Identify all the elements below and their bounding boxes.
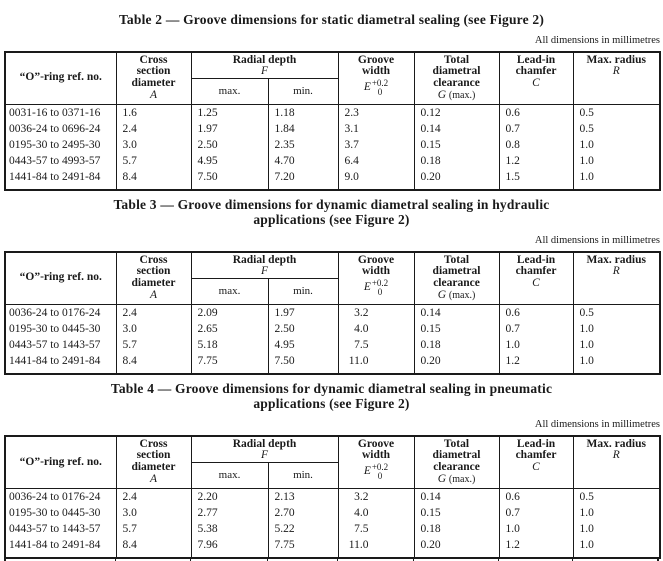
table-cell: 1.2 — [499, 353, 573, 369]
table-cell: 3.2 — [338, 489, 414, 505]
table-cell: 8.4 — [116, 537, 191, 553]
table-row — [5, 305, 660, 321]
col-header-radial-depth: Radial depth F — [191, 252, 338, 279]
table-cell: 2.77 — [191, 505, 268, 521]
table-cell: 0.12 — [414, 105, 499, 121]
table-row — [5, 105, 660, 121]
table-2 — [4, 51, 661, 191]
col-header-oring-ref: “O”-ring ref. no. — [5, 436, 116, 489]
table-cell: 7.75 — [191, 353, 268, 369]
dimensions-note: All dimensions in millimetres — [534, 234, 660, 246]
table-cell: 0.6 — [499, 105, 573, 121]
col-header-max: max. — [191, 463, 268, 489]
table-cell: 0.6 — [499, 305, 573, 321]
table-cell: 0.15 — [414, 505, 499, 521]
table-cell: 0.5 — [573, 121, 660, 137]
table-cell: 2.3 — [338, 105, 414, 121]
col-header-max-radius: Max. radius R — [573, 252, 660, 305]
table-row — [5, 337, 660, 353]
table-cell: 0.7 — [499, 321, 573, 337]
table-cell: 1.0 — [499, 337, 573, 353]
table-cell: 7.96 — [191, 537, 268, 553]
col-header-total-clearance: Total diametral clearance G (max.) — [414, 252, 499, 305]
table-row — [5, 153, 660, 169]
table-cell: 1.0 — [573, 353, 660, 369]
table-row — [5, 505, 660, 521]
table-row — [5, 489, 660, 505]
table-cell: 0.15 — [414, 321, 499, 337]
table-2-body — [5, 105, 660, 190]
table-cell: 4.95 — [191, 153, 268, 169]
col-header-lead-in-chamfer: Lead-in chamfer C — [499, 436, 573, 489]
table-4 — [4, 435, 661, 559]
col-header-total-clearance: Total diametral clearance G (max.) — [414, 436, 499, 489]
col-header-max: max. — [191, 279, 268, 305]
col-header-oring-ref: “O”-ring ref. no. — [5, 252, 116, 305]
table-cell: 7.5 — [338, 521, 414, 537]
table-cell: 1.0 — [573, 337, 660, 353]
table-cell: 2.4 — [116, 305, 191, 321]
table-row — [5, 321, 660, 337]
table-cell: 5.38 — [191, 521, 268, 537]
dimensions-note: All dimensions in millimetres — [534, 418, 660, 430]
table-row — [5, 537, 660, 553]
table-cell: 1.0 — [573, 537, 660, 553]
table-cell: 5.22 — [268, 521, 338, 537]
table-cell: 11.0 — [338, 537, 414, 553]
col-header-lead-in-chamfer: Lead-in chamfer C — [499, 252, 573, 305]
col-header-radial-depth: Radial depth F — [191, 52, 338, 79]
table-cell: 0195-30 to 2495-30 — [5, 137, 116, 153]
table-cell: 1.0 — [573, 153, 660, 169]
table-cell: 7.50 — [191, 169, 268, 185]
table-cell: 8.4 — [116, 169, 191, 185]
table-cell: 2.70 — [268, 505, 338, 521]
col-header-max-radius: Max. radius R — [573, 436, 660, 489]
table-cell: 1.6 — [116, 105, 191, 121]
table-cell: 6.4 — [338, 153, 414, 169]
table-cell: 2.4 — [116, 489, 191, 505]
table-cell: 1.18 — [268, 105, 338, 121]
table-cell: 2.20 — [191, 489, 268, 505]
table-cell: 0.14 — [414, 489, 499, 505]
table-cell: 1.97 — [268, 305, 338, 321]
table-3-header — [5, 252, 660, 305]
table-row — [5, 137, 660, 153]
table-3-body — [5, 305, 660, 374]
table-cell: 2.4 — [116, 121, 191, 137]
table-cell: 7.5 — [338, 337, 414, 353]
table-cell: 3.2 — [338, 305, 414, 321]
table-cell: 3.7 — [338, 137, 414, 153]
table-row — [5, 121, 660, 137]
table-4-title: Table 4 — Groove dimensions for dynamic diametral sealing in pneumatic applications (see Figure 2) — [110, 380, 553, 412]
col-header-max-radius: Max. radius R — [573, 52, 660, 105]
spacer-row — [5, 553, 660, 558]
table-cell: 0.5 — [573, 105, 660, 121]
table-cell: 1.2 — [499, 153, 573, 169]
table-cell: 0031-16 to 0371-16 — [5, 105, 116, 121]
table-cell: 4.0 — [338, 505, 414, 521]
table-cell: 1441-84 to 2491-84 — [5, 169, 116, 185]
table-cell: 1.25 — [191, 105, 268, 121]
table-cell: 0195-30 to 0445-30 — [5, 321, 116, 337]
table-cell: 9.0 — [338, 169, 414, 185]
table-cell: 0.14 — [414, 121, 499, 137]
table-cell: 1.5 — [499, 169, 573, 185]
table-cell: 2.50 — [268, 321, 338, 337]
table-cell: 0443-57 to 4993-57 — [5, 153, 116, 169]
table-cell: 1.0 — [573, 137, 660, 153]
table-cell: 0.15 — [414, 137, 499, 153]
table-cell: 2.13 — [268, 489, 338, 505]
col-header-groove-width: Groove width E +0.2 0 — [338, 252, 414, 305]
table-cell: 0.5 — [573, 489, 660, 505]
table-row — [5, 353, 660, 369]
section-table-2 — [0, 12, 663, 191]
table-2-header — [5, 52, 660, 105]
col-header-groove-width: Groove width E +0.2 0 — [338, 436, 414, 489]
col-header-oring-ref: “O”-ring ref. no. — [5, 52, 116, 105]
table-cell: 5.7 — [116, 153, 191, 169]
section-table-4 — [0, 381, 663, 561]
table-cell: 3.0 — [116, 505, 191, 521]
table-2-title: Table 2 — Groove dimensions for static diametral sealing (see Figure 2) — [118, 12, 545, 27]
table-cell: 1441-84 to 2491-84 — [5, 537, 116, 553]
table-row — [5, 169, 660, 185]
table-cell: 1.0 — [499, 521, 573, 537]
table-cell: 2.50 — [191, 137, 268, 153]
spacer-row — [5, 185, 660, 190]
table-cell: 4.70 — [268, 153, 338, 169]
spacer-row — [5, 369, 660, 374]
table-cell: 0.18 — [414, 337, 499, 353]
table-cell: 0.7 — [499, 505, 573, 521]
table-cell: 7.20 — [268, 169, 338, 185]
table-cell: 0036-24 to 0176-24 — [5, 305, 116, 321]
table-cell: 2.65 — [191, 321, 268, 337]
table-cell: 1441-84 to 2491-84 — [5, 353, 116, 369]
table-cell: 5.18 — [191, 337, 268, 353]
table-cell: 0195-30 to 0445-30 — [5, 505, 116, 521]
col-header-min: min. — [268, 463, 338, 489]
table-cell: 4.95 — [268, 337, 338, 353]
col-header-cross-section: Cross section diameter A — [116, 436, 191, 489]
table-cell: 5.7 — [116, 337, 191, 353]
col-header-lead-in-chamfer: Lead-in chamfer C — [499, 52, 573, 105]
table-cell: 0036-24 to 0696-24 — [5, 121, 116, 137]
table-cell: 1.97 — [191, 121, 268, 137]
col-header-min: min. — [268, 279, 338, 305]
table-cell: 2.09 — [191, 305, 268, 321]
table-cell: 0.8 — [499, 137, 573, 153]
table-cell: 5.7 — [116, 521, 191, 537]
col-header-groove-width: Groove width E +0.2 0 — [338, 52, 414, 105]
table-cell: 0.20 — [414, 353, 499, 369]
table-cell: 1.2 — [499, 537, 573, 553]
table-cell: 11.0 — [338, 353, 414, 369]
table-cell: 2.35 — [268, 137, 338, 153]
table-cell: 0.20 — [414, 537, 499, 553]
table-cell: 0.7 — [499, 121, 573, 137]
col-header-max: max. — [191, 79, 268, 105]
table-cell: 1.0 — [573, 169, 660, 185]
table-cell: 0.6 — [499, 489, 573, 505]
table-cell: 3.1 — [338, 121, 414, 137]
table-cell: 0.18 — [414, 153, 499, 169]
table-cell: 7.50 — [268, 353, 338, 369]
table-row — [5, 521, 660, 537]
table-cell: 0.5 — [573, 305, 660, 321]
table-cell: 1.0 — [573, 521, 660, 537]
col-header-radial-depth: Radial depth F — [191, 436, 338, 463]
col-header-cross-section: Cross section diameter A — [116, 52, 191, 105]
table-cell: 0443-57 to 1443-57 — [5, 337, 116, 353]
table-cell: 7.75 — [268, 537, 338, 553]
dimensions-note: All dimensions in millimetres — [534, 34, 660, 46]
table-cell: 3.0 — [116, 321, 191, 337]
table-4-body — [5, 489, 660, 558]
col-header-total-clearance: Total diametral clearance G (max.) — [414, 52, 499, 105]
section-table-3 — [0, 197, 663, 375]
col-header-min: min. — [268, 79, 338, 105]
table-cell: 1.84 — [268, 121, 338, 137]
table-cell: 0036-24 to 0176-24 — [5, 489, 116, 505]
table-cell: 4.0 — [338, 321, 414, 337]
table-cell: 8.4 — [116, 353, 191, 369]
table-4-header — [5, 436, 660, 489]
table-cell: 0.14 — [414, 305, 499, 321]
table-cell: 0.20 — [414, 169, 499, 185]
table-cell: 0443-57 to 1443-57 — [5, 521, 116, 537]
col-header-cross-section: Cross section diameter A — [116, 252, 191, 305]
table-3 — [4, 251, 661, 375]
table-cell: 1.0 — [573, 505, 660, 521]
table-3-title: Table 3 — Groove dimensions for dynamic diametral sealing in hydraulic applications (see Figure 2) — [113, 196, 550, 228]
table-cell: 1.0 — [573, 321, 660, 337]
table-cell: 0.18 — [414, 521, 499, 537]
table-cell: 3.0 — [116, 137, 191, 153]
